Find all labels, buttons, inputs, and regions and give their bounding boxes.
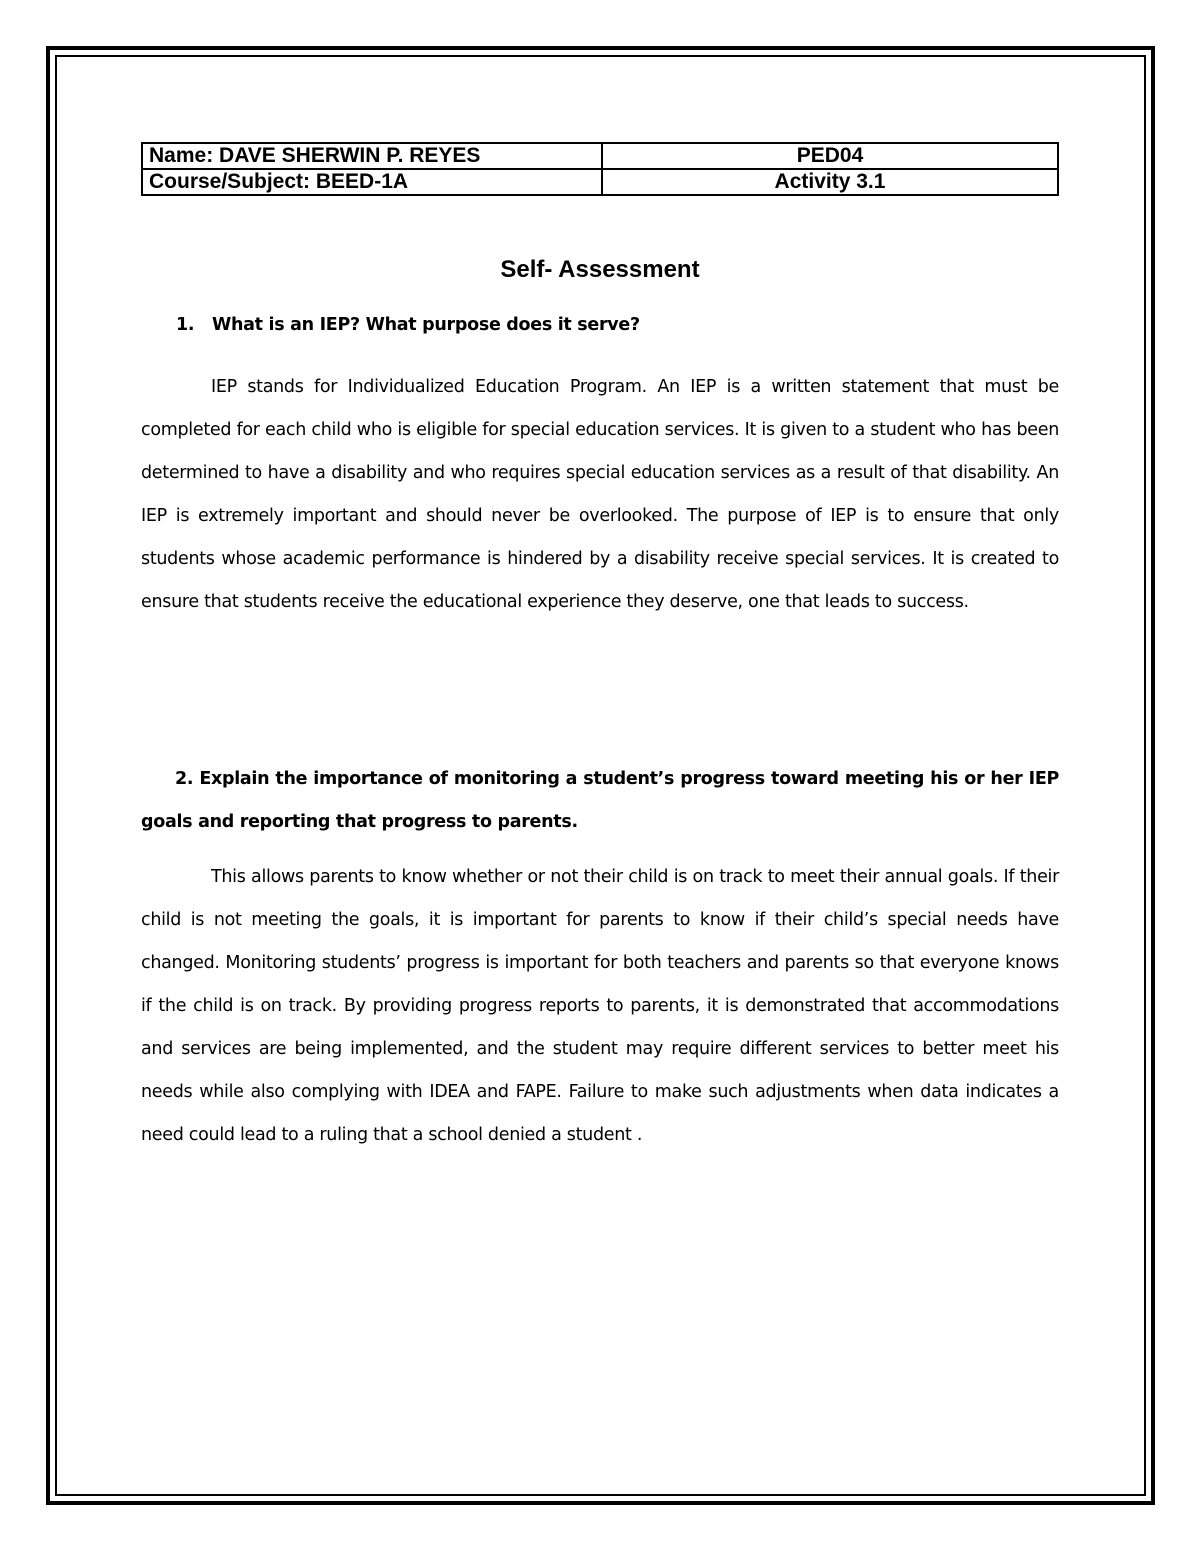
question-1-text: What is an IEP? What purpose does it serve? xyxy=(212,315,640,335)
document-title: Self- Assessment xyxy=(500,256,700,283)
activity-cell: Activity 3.1 xyxy=(602,169,1058,195)
answer-1: IEP stands for Individualized Education Program. An IEP is a written statement that must be completed for each child who is eligible for special education services. It is given to a student who has been determined to have a disability and who requires special education services as a result of that disability. An IEP is extremely important and should never be overlooked. The purpose of IEP is to ensure that only students whose academic performance is hindered by a disability receive special services. It is created to ensure that students receive the educational experience they deserve, one that leads to success. xyxy=(141,377,1059,612)
question-1-number: 1. xyxy=(176,315,195,335)
subject-code-cell: PED04 xyxy=(602,143,1058,169)
header-row-2 xyxy=(142,169,1058,195)
question-2: 2. Explain the importance of monitoring a student’s progress toward meeting his or her IEP goals and reporting that progress to parents. xyxy=(141,769,1059,832)
question-1 xyxy=(176,315,640,335)
header-row-1 xyxy=(142,143,1058,169)
student-name-cell: Name: DAVE SHERWIN P. REYES xyxy=(142,143,602,169)
answer-2: This allows parents to know whether or not their child is on track to meet their annual goals. If their child is not meeting the goals, it is important for parents to know if their child’s special needs have changed. Monitoring students’ progress is important for both teachers and parents so that everyone knows if the child is on track. By providing progress reports to parents, it is demonstrated that accommodations and services are being implemented, and the student may require different services to better meet his needs while also complying with IDEA and FAPE. Failure to make such adjustments when data indicates a need could lead to a ruling that a school denied a student . xyxy=(141,867,1059,1145)
course-cell: Course/Subject: BEED-1A xyxy=(142,169,602,195)
header-table xyxy=(141,142,1059,196)
